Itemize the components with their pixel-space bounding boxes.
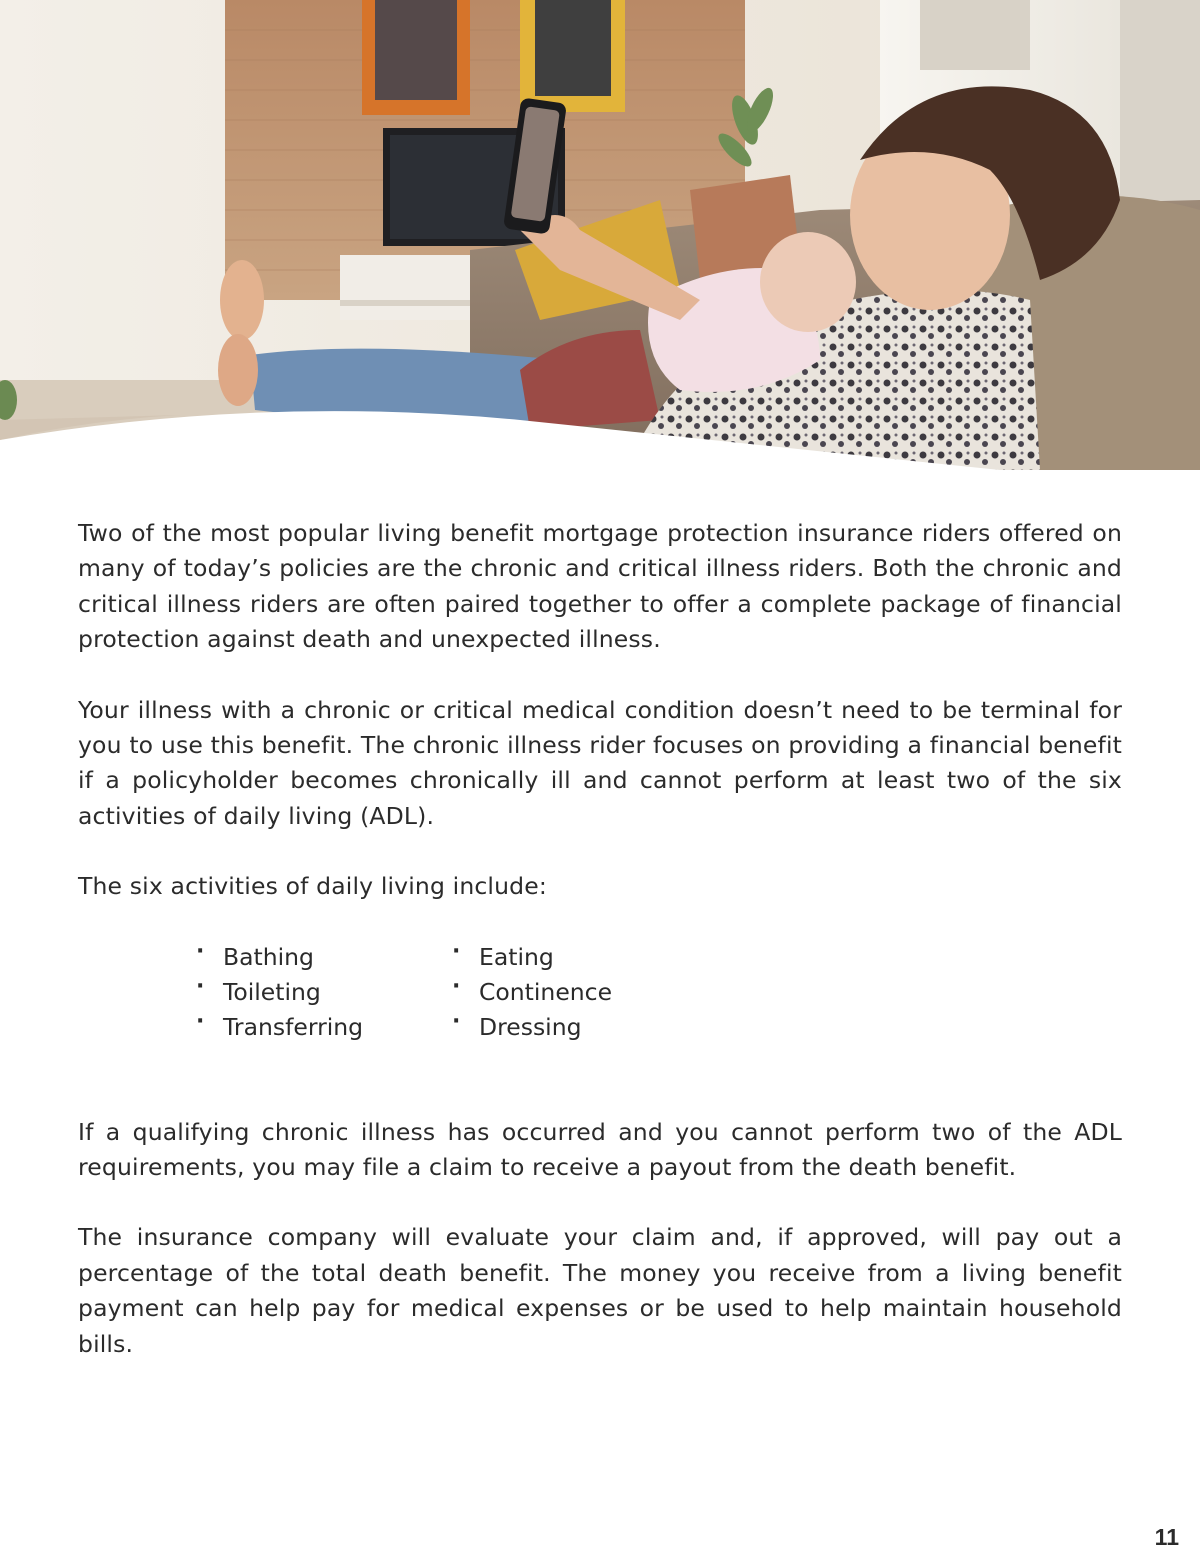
adl-list-column-2	[452, 940, 708, 1045]
list-item: · Toileting	[196, 975, 452, 1010]
list-item: · Eating	[452, 940, 708, 975]
hero-photo	[0, 0, 1200, 470]
paragraph-adl-intro: The six activities of daily living include:	[78, 872, 547, 901]
adl-list	[196, 940, 1122, 1045]
spacer	[78, 1045, 1122, 1115]
paragraph-payout: The insurance company will evaluate your claim and, if approved, will pay out a percentage of the total death benefit. The money you receive from a living benefit payment can help pay for medical expenses or be used to help maintain household bills.	[78, 1223, 1122, 1358]
photo-mother-baby-selfie-icon	[0, 0, 1200, 470]
page-number: 11	[1154, 1524, 1179, 1550]
list-item: · Transferring	[196, 1010, 452, 1045]
adl-list-column-1	[196, 940, 452, 1045]
list-item: · Bathing	[196, 940, 452, 975]
list-item: · Continence	[452, 975, 708, 1010]
body-content	[78, 516, 1122, 1397]
list-item: · Dressing	[452, 1010, 708, 1045]
paragraph-claim: If a qualifying chronic illness has occurred and you cannot perform two of the ADL requirements, you may file a claim to receive a payout from the death benefit.	[78, 1117, 1122, 1182]
paragraph-intro: Two of the most popular living benefit mortgage protection insurance riders offered on many of today’s policies are the chronic and critical illness riders. Both the chronic and critical illness riders are often paired together to offer a complete package of financial protection against death and unexpected illness.	[78, 519, 1122, 654]
paragraph-chronic-rider: Your illness with a chronic or critical medical condition doesn’t need to be terminal for you to use this benefit. The chronic illness rider focuses on providing a financial benefit if a policyholder becomes chronically ill and cannot perform at least two of the six activities of daily living (ADL).	[78, 695, 1122, 830]
